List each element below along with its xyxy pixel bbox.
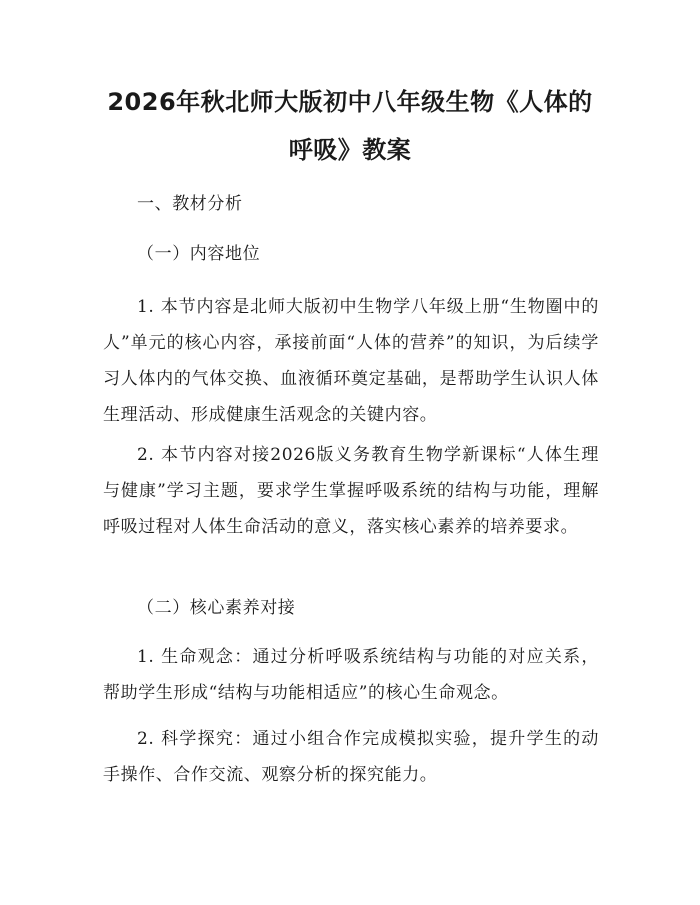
subsection-heading-core-literacy: （二）核心素养对接	[137, 598, 296, 618]
paragraph-content-position-1: 1. 本节内容是北师大版初中生物学八年级上册“生物圈中的人”单元的核心内容，承接前面“人体的营养”的知识，为后续学习人体内的气体交换、血液循环奠定基础，是帮助学生认识人体生理活动、形成健康生活观念的关键内容。	[103, 297, 599, 425]
title-line-2: 呼吸》教案	[288, 136, 412, 164]
section-heading-teaching-material-analysis: 一、教材分析	[137, 194, 243, 214]
paragraph-core-literacy-1: 1. 生命观念：通过分析呼吸系统结构与功能的对应关系，帮助学生形成“结构与功能相适应”的核心生命观念。	[103, 647, 599, 703]
paragraph-content-position-2: 2. 本节内容对接2026版义务教育生物学新课标“人体生理与健康”学习主题，要求学生掌握呼吸系统的结构与功能，理解呼吸过程对人体生命活动的意义，落实核心素养的培养要求。	[103, 445, 599, 537]
title-line-1: 2026年秋北师大版初中八年级生物《人体的	[107, 88, 593, 116]
subsection-heading-content-position: （一）内容地位	[137, 244, 261, 264]
paragraph-core-literacy-2: 2. 科学探究：通过小组合作完成模拟实验，提升学生的动手操作、合作交流、观察分析的探究能力。	[103, 729, 599, 785]
document-title	[100, 78, 600, 174]
